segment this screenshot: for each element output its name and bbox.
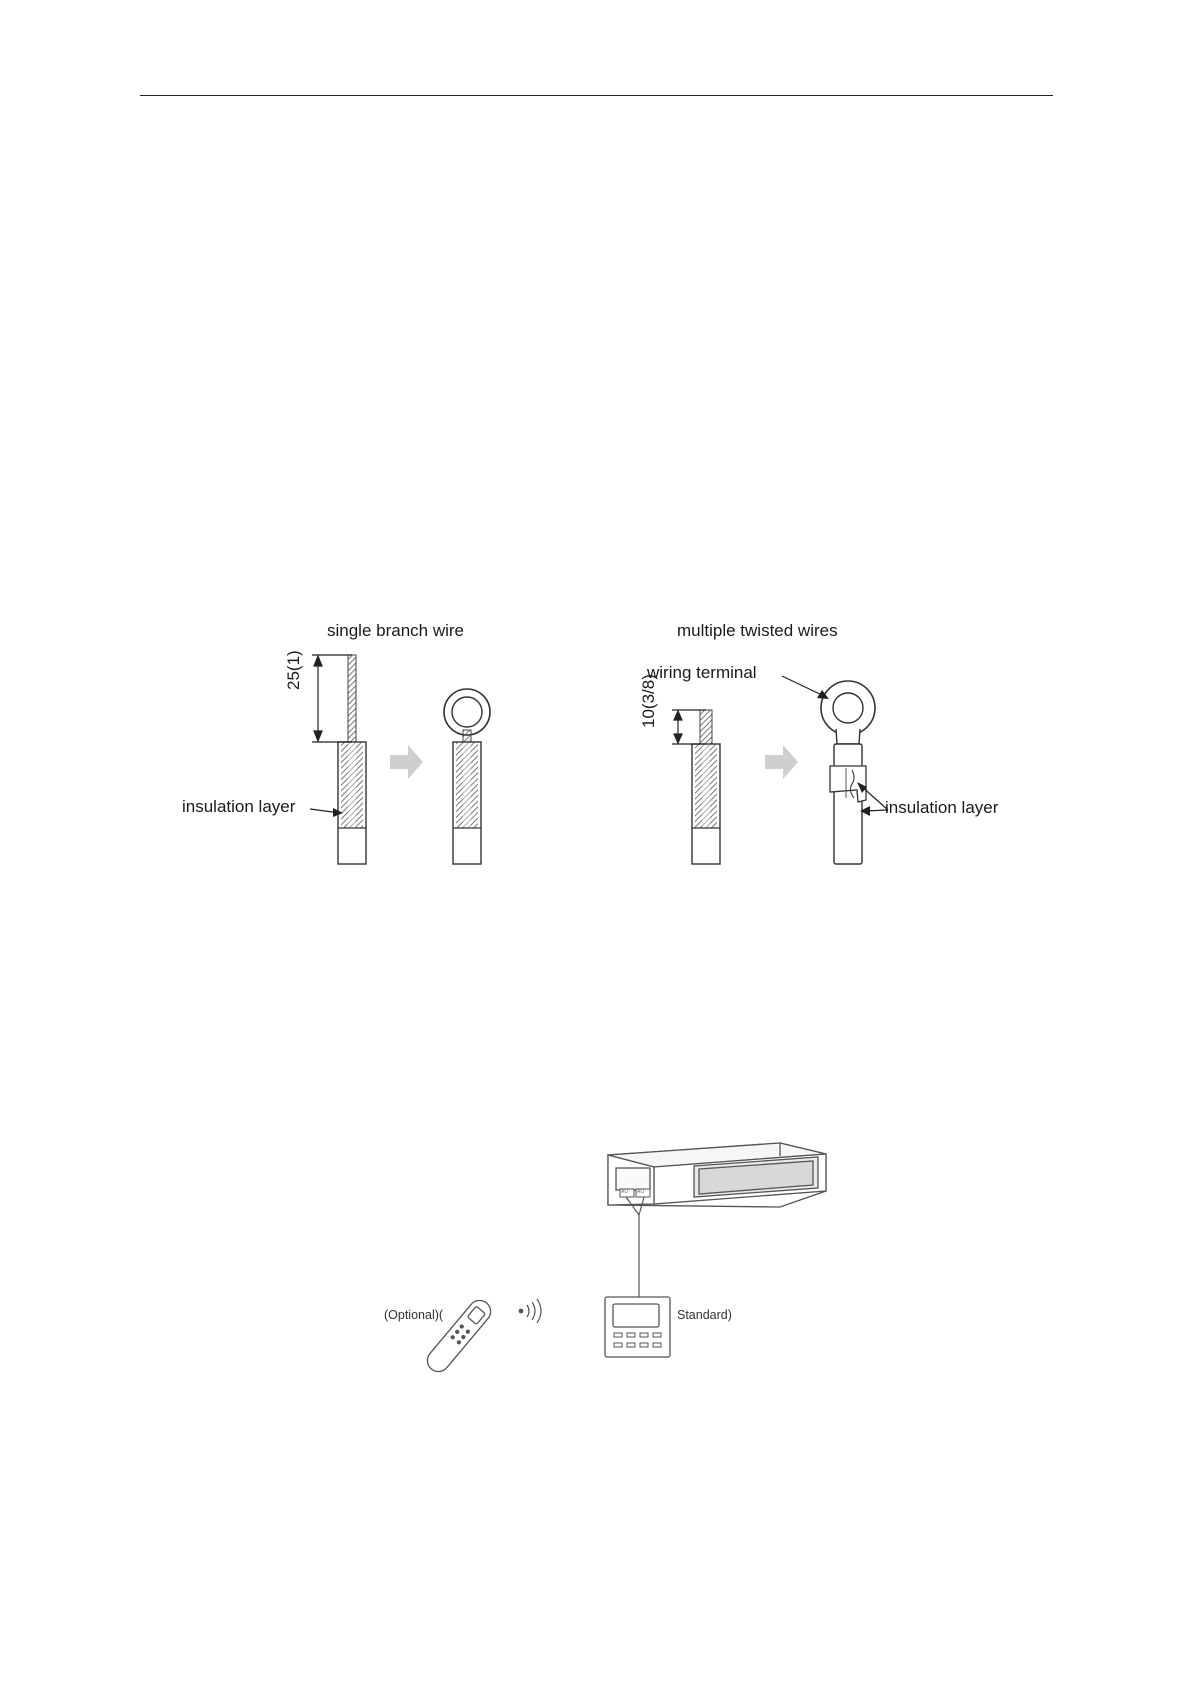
insulation-layer-label-left: insulation layer bbox=[182, 797, 296, 816]
optional-remote-label: (Optional)( bbox=[384, 1308, 444, 1322]
insulation-layer-label-right: insulation layer bbox=[885, 798, 999, 817]
multi-wire-stripped bbox=[692, 710, 720, 864]
wireless-signal-icon bbox=[519, 1299, 541, 1323]
port-label-2: AO bbox=[637, 1189, 645, 1195]
port-label-1: AO bbox=[621, 1189, 629, 1195]
controller-cable bbox=[626, 1197, 644, 1297]
wired-controller-illustration bbox=[605, 1297, 670, 1357]
dimension-25-label: 25(1) bbox=[284, 650, 303, 690]
arrow-right-icon bbox=[765, 745, 798, 779]
single-wire-title: single branch wire bbox=[327, 621, 465, 640]
single-wire-looped bbox=[444, 689, 490, 864]
arrow-right-icon bbox=[390, 745, 423, 779]
terminal-leader bbox=[782, 676, 829, 699]
wiring-terminal-label: wiring terminal bbox=[647, 663, 757, 682]
dimension-25 bbox=[312, 655, 352, 742]
standard-controller-label: Standard) bbox=[677, 1308, 732, 1322]
multi-wire-terminal bbox=[821, 681, 875, 864]
single-wire-stripped bbox=[338, 655, 366, 864]
dimension-10-label: 10(3/8) bbox=[639, 674, 658, 728]
multi-wire-title: multiple twisted wires bbox=[677, 621, 838, 640]
duct-unit-illustration bbox=[608, 1143, 826, 1207]
